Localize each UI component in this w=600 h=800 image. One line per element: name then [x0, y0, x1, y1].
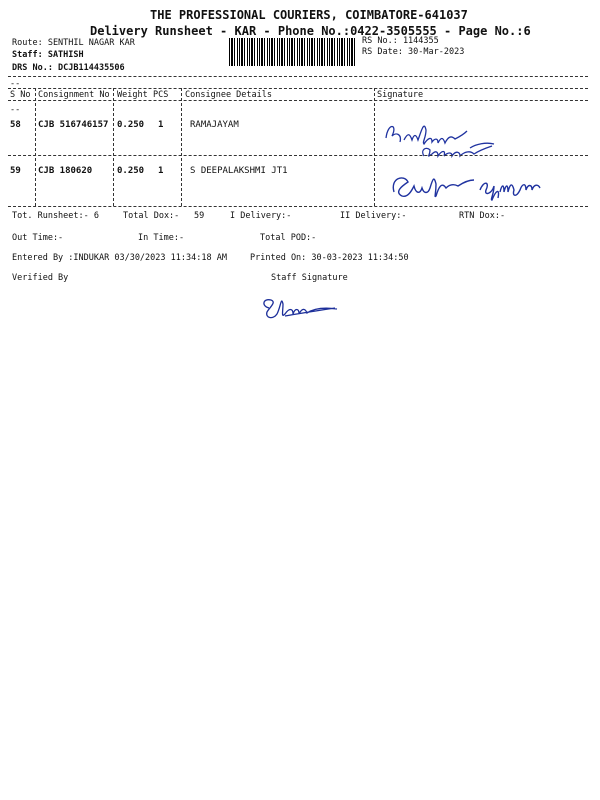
i-delivery: I Delivery:- [230, 211, 292, 221]
total-dox-value: 59 [194, 211, 205, 221]
runsheet-title: Delivery Runsheet - KAR - Phone No.:0422-3505555 - Page No.:6 [90, 24, 531, 38]
rtn-dox: RTN Dox:- [459, 211, 506, 221]
row-pcs: 1 [158, 120, 164, 130]
ii-delivery: II Delivery:- [340, 211, 407, 221]
dash-mark: -- [10, 79, 21, 89]
col-consignee: Consignee Details [185, 90, 272, 100]
row-weight: 0.250 [117, 166, 145, 176]
barcode [229, 38, 357, 66]
verified-by: Verified By [12, 273, 69, 283]
col-signature: Signature [377, 90, 424, 100]
recipient-signature [378, 108, 578, 160]
row-consignee: RAMAJAYAM [190, 120, 239, 130]
divider [8, 76, 588, 77]
row-consignee: S DEEPALAKSHMI JT1 [190, 166, 288, 176]
staff-label: Staff: SATHISH [12, 50, 84, 60]
row-sno: 58 [10, 120, 21, 130]
out-time: Out Time:- [12, 233, 64, 243]
dash-mark: -- [10, 105, 21, 115]
rs-number: RS No.: 1144355 [362, 36, 439, 46]
column-divider [374, 88, 375, 206]
divider [8, 88, 588, 89]
staff-signature [255, 290, 365, 328]
column-divider [35, 88, 36, 206]
row-consignment: CJB 516746157 [38, 120, 109, 130]
col-weight: Weight [117, 90, 148, 100]
row-weight: 0.250 [117, 120, 145, 130]
divider [8, 100, 588, 101]
row-consignment: CJB 180620 [38, 166, 93, 176]
divider [8, 155, 588, 156]
company-title: THE PROFESSIONAL COURIERS, COIMBATORE-641037 [150, 8, 468, 22]
col-consignment: Consignment No [38, 90, 110, 100]
route-label: Route: SENTHIL NAGAR KAR [12, 38, 135, 48]
recipient-signature [380, 162, 590, 206]
column-divider [181, 88, 182, 206]
entered-by: Entered By :INDUKAR 03/30/2023 11:34:18 AM [12, 253, 227, 263]
total-pod: Total POD:- [260, 233, 317, 243]
printed-on: Printed On: 30-03-2023 11:34:50 [250, 253, 409, 263]
tot-runsheet: Tot. Runsheet:- 6 [12, 211, 99, 221]
total-dox-label: Total Dox:- [123, 211, 180, 221]
col-pcs: PCS [153, 90, 169, 100]
divider [8, 206, 588, 207]
in-time: In Time:- [138, 233, 185, 243]
column-divider [113, 88, 114, 206]
rs-date: RS Date: 30-Mar-2023 [362, 47, 465, 57]
drs-number: DRS No.: DCJB114435506 [12, 63, 125, 73]
col-sno: S No [10, 90, 31, 100]
row-pcs: 1 [158, 166, 164, 176]
row-sno: 59 [10, 166, 21, 176]
staff-signature-label: Staff Signature [271, 273, 348, 283]
